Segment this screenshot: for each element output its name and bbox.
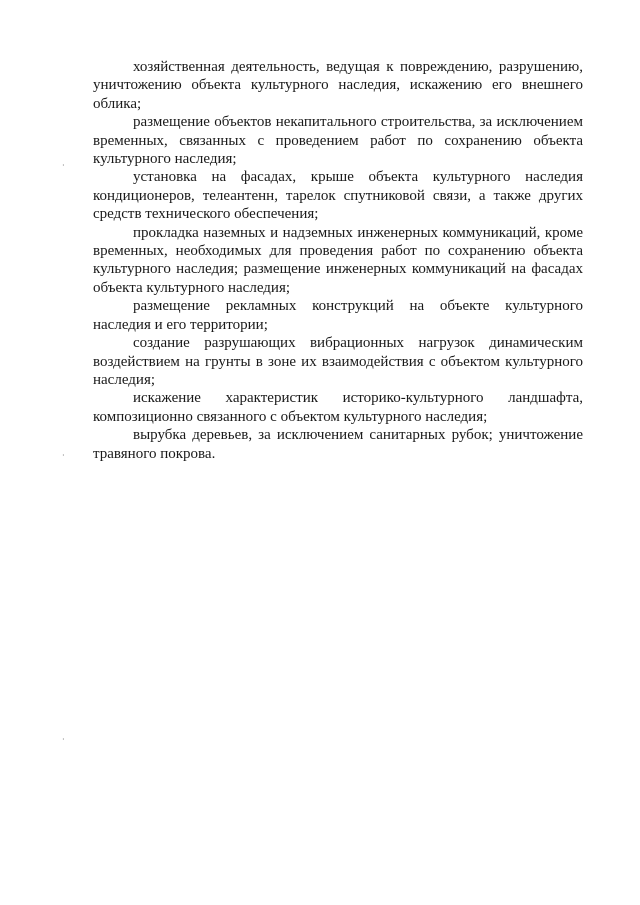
paragraph-vibration-loads: создание разрушающих вибрационных нагрузок динамическим воздействием на грунты в зоне их взаимодействия с объектом культурного наследия; xyxy=(93,335,583,388)
paragraph-non-capital-objects: размещение объектов некапитального строительства, за исключением временных, связанных с проведением работ по сохранению объекта культурного наследия; xyxy=(93,114,583,168)
scan-speck: · xyxy=(62,735,65,744)
paragraph-facade-equipment: установка на фасадах, крыше объекта культурного наследия кондиционеров, телеантенн, тарелок спутниковой связи, а также других средств технического обеспечения; xyxy=(93,169,583,223)
scan-speck: · xyxy=(62,161,65,170)
scan-speck: · xyxy=(62,451,65,460)
paragraph-tree-felling: вырубка деревьев, за исключением санитарных рубок; уничтожение травяного покрова. xyxy=(93,427,583,462)
paragraph-advertising-structures: размещение рекламных конструкций на объекте культурного наследия и его территории; xyxy=(93,298,583,333)
paragraph-engineering-communications: прокладка наземных и надземных инженерных коммуникаций, кроме временных, необходимых для проведения работ по сохранению объекта культурного наследия; размещение инженерных коммуникаций на фасадах объекта культурного наследия; xyxy=(93,224,583,296)
paragraph-economic-activity: хозяйственная деятельность, ведущая к повреждению, разрушению, уничтожению объекта культурного наследия, искажению его внешнего облика; xyxy=(93,59,583,112)
document-body xyxy=(93,58,583,463)
paragraph-landscape-distortion: искажение характеристик историко-культурного ландшафта, композиционно связанного с объектом культурного наследия; xyxy=(93,390,583,425)
